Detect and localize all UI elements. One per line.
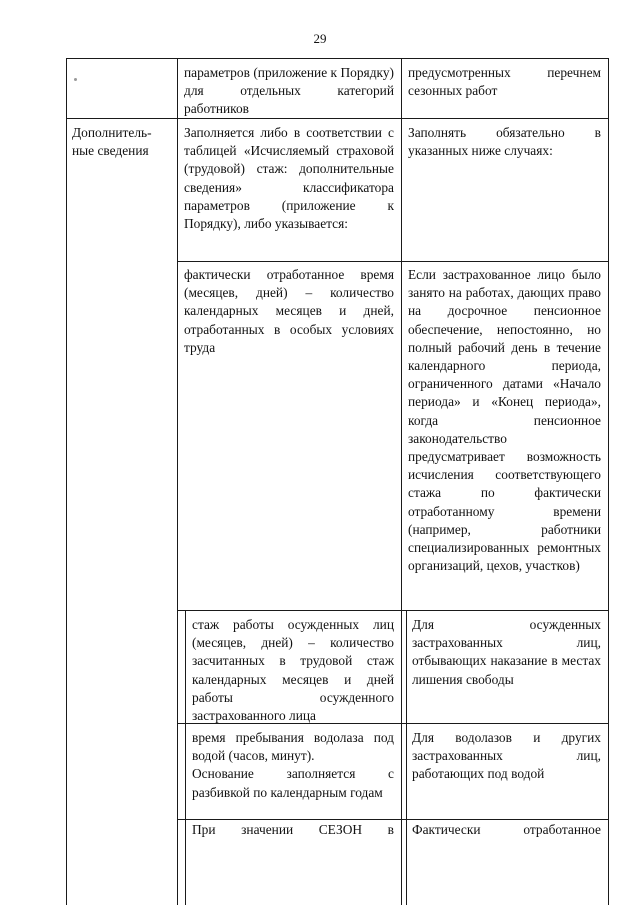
row2-col2: фактически отработанное время (месяцев, дней) – количество календарных месяцев и дней, отработанных в особых условиях труда [184,267,394,355]
stray-dot [74,78,77,81]
row4-col2: время пребывания водолаза под водой (часов, минут). Основание заполняется с разбивкой по календарным годам [192,730,394,800]
row1-col3: Заполнять обязательно в указанных ниже случаях: [408,125,601,159]
row3-col2: стаж работы осужденных лиц (месяцев, дней) – количество засчитанных в трудовой стаж календарных месяцев и дней работы осужденного застрахованного лица [192,617,394,724]
row3-col3: Для осужденных застрахованных лиц, отбывающих наказание в местах лишения свободы [412,617,601,687]
row1-col1: Дополнитель-ные сведения [72,125,152,159]
row4-col3: Для водолазов и других застрахованных лиц, работающих под водой [412,730,601,782]
page-number: 29 [313,31,327,46]
row5-col2: При значении СЕЗОН в [192,822,394,837]
row1-col2: Заполняется либо в соответствии с таблицей «Исчисляемый страховой (трудовой) стаж: дополнительные сведения» классификатора параметров (приложение к Порядку), либо указывается: [184,125,394,232]
row0-col2: параметров (приложение к Порядку) для отдельных категорий работников [184,65,394,117]
row0-col3: предусмотренных перечнем сезонных работ [408,65,601,99]
row5-col3: Фактически отработанное [412,822,601,837]
row2-col3: Если застрахованное лицо было занято на работах, дающих право на досрочное пенсионное обеспечение, непостоянно, но полный рабочий день в течение календарного периода, ограниченного датами «Начало периода» и «Конец периода», когда пенсионное законодательство предусматривает возможность исчисления соответствующего стажа по фактически отработанному времени (например, работники специализированных ремонтных организаций, цехов, участков) [408,267,601,574]
